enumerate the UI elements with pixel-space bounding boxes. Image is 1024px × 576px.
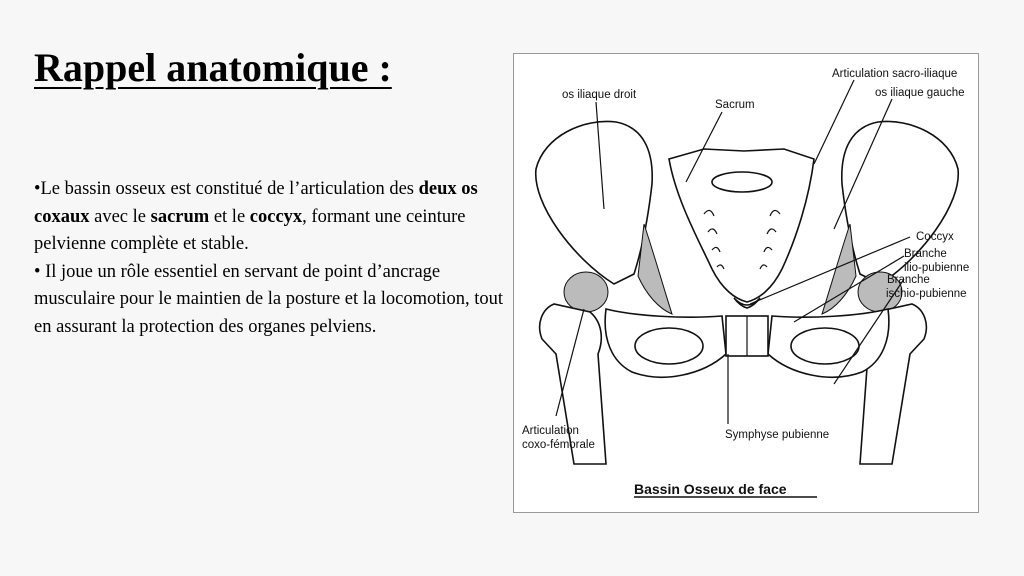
acetabulum-right	[564, 272, 608, 312]
text-segment: avec le	[89, 206, 151, 227]
label-sacrum: Sacrum	[715, 99, 755, 111]
label-articulation-sacro-iliaque: Articulation sacro-iliaque	[832, 68, 958, 80]
ilium-right	[536, 121, 652, 284]
bold-term-sacrum: sacrum	[150, 206, 210, 227]
text-segment: et le	[209, 206, 250, 227]
label-os-iliaque-gauche: os iliaque gauche	[875, 87, 965, 99]
bold-term-coccyx: coccyx	[249, 206, 303, 227]
label-symphyse-pubienne: Symphyse pubienne	[725, 429, 830, 441]
label-os-iliaque-droit: os iliaque droit	[562, 89, 637, 101]
pelvis-drawing	[514, 54, 979, 513]
label-branche-ilio-pubienne-2: ilio-pubienne	[904, 262, 970, 274]
sacral-promontory	[712, 172, 772, 192]
label-branche-ilio-pubienne-1: Branche	[904, 248, 947, 260]
ilium-right-shade	[638, 224, 672, 314]
bullet: •	[34, 179, 41, 199]
obturator-left	[791, 328, 859, 364]
ilium-left-shade	[822, 224, 856, 314]
text-segment: Le bassin osseux est constitué de l’articulation des	[40, 179, 419, 199]
obturator-right	[635, 328, 703, 364]
paragraph-1	[34, 176, 504, 259]
label-coccyx: Coccyx	[916, 231, 954, 243]
label-branche-ischio-pubienne-1: Branche	[887, 274, 930, 286]
figure-caption: Bassin Osseux de face	[634, 481, 787, 497]
text-segment: , formant une ceinture pelvienne complète et stable.	[34, 206, 466, 254]
label-articulation-coxo-femorale-1: Articulation	[522, 425, 579, 437]
label-articulation-coxo-femorale-2: coxo-fémorale	[522, 439, 595, 451]
slide-body	[34, 176, 504, 341]
paragraph-2: • Il joue un rôle essentiel en servant de point d’ancrage musculaire pour le maintien de la posture et la locomotion, tout en assurant la protection des organes pelviens.	[34, 261, 504, 337]
label-branche-ischio-pubienne-2: ischio-pubienne	[886, 288, 967, 300]
slide-title: Rappel anatomique :	[34, 45, 392, 90]
bold-term-coxaux: deux os coxaux	[34, 179, 478, 227]
pelvis-figure	[513, 53, 979, 513]
